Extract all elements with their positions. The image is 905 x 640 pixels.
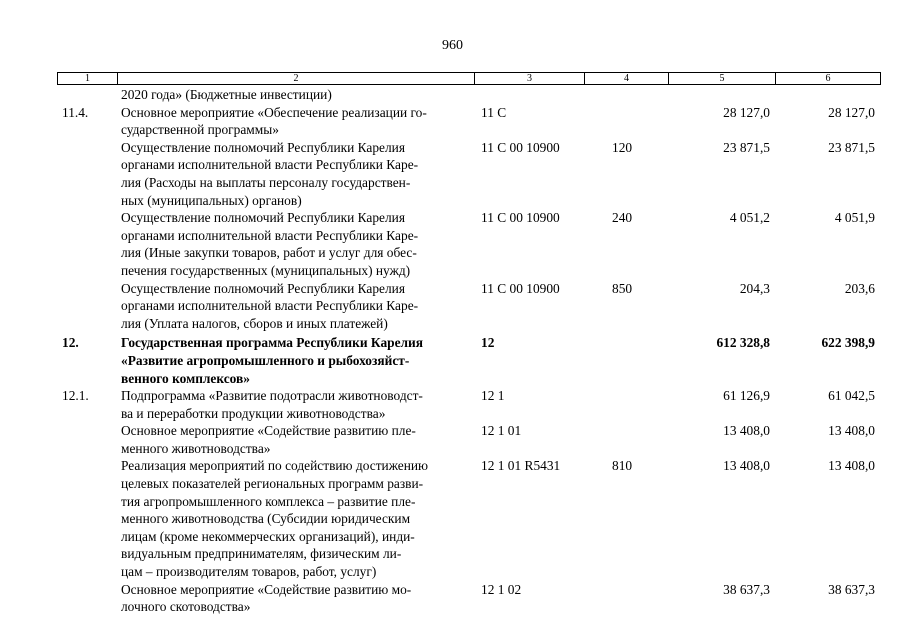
row-name xyxy=(121,581,473,616)
row-name-line: «Развитие агропромышленного и рыбохозяйст- xyxy=(121,352,410,368)
row-value-col6: 61 042,5 xyxy=(828,388,875,404)
row-value-col5: 204,3 xyxy=(739,280,770,296)
row-name-line: менного животноводства (Субсидии юридическим xyxy=(121,511,411,527)
row-name-line: Осуществление полномочий Республики Карелия xyxy=(121,210,405,226)
row-value-col6: 203,6 xyxy=(844,280,875,296)
row-name-line: лия (Иные закупки товаров, работ и услуг для обес- xyxy=(121,245,417,261)
row-code: 12 xyxy=(481,335,495,351)
row-code: 12 1 01 R5431 xyxy=(481,458,561,474)
row-name-line: лочного скотоводства» xyxy=(121,599,251,615)
row-name xyxy=(121,457,473,580)
row-name xyxy=(121,139,473,209)
row-name-line: лия (Расходы на выплаты персоналу государствен- xyxy=(121,174,411,190)
row-value-col5: 23 871,5 xyxy=(723,139,770,155)
row-name-line: ных (муниципальных) органов) xyxy=(121,192,302,208)
row-value-col6: 13 408,0 xyxy=(828,423,875,439)
table-row xyxy=(0,86,905,104)
table-row xyxy=(0,209,905,279)
row-name-line: видуальным предпринимателям, физическим ли- xyxy=(121,546,402,562)
row-code: 11 С 00 10900 xyxy=(481,210,560,226)
header-col-6: 6 xyxy=(825,73,831,84)
row-expense-type: 850 xyxy=(612,280,633,296)
row-name-line: Основное мероприятие «Обеспечение реализации го- xyxy=(121,104,427,120)
row-number: 11.4. xyxy=(62,104,89,120)
row-value-col5: 13 408,0 xyxy=(723,423,770,439)
row-name xyxy=(121,387,473,422)
header-col-2: 2 xyxy=(118,73,475,84)
table-row xyxy=(0,457,905,580)
header-col-1: 1 xyxy=(58,73,118,84)
row-value-col5: 612 328,8 xyxy=(716,335,770,351)
row-value-col6: 622 398,9 xyxy=(821,335,875,351)
row-name-line: тия агропромышленного комплекса – развитие пле- xyxy=(121,493,416,509)
table-row xyxy=(0,581,905,616)
row-number: 12.1. xyxy=(62,388,89,404)
row-name-line: Осуществление полномочий Республики Карелия xyxy=(121,280,405,296)
table-row xyxy=(0,139,905,209)
row-name-line: Основное мероприятие «Содействие развитию мо- xyxy=(121,581,412,597)
row-name-line: ва и переработки продукции животноводства» xyxy=(121,405,386,421)
table-body xyxy=(0,86,905,616)
row-value-col6: 4 051,9 xyxy=(834,210,875,226)
row-name xyxy=(121,86,473,104)
row-name-line: менного животноводства» xyxy=(121,440,271,456)
row-code: 12 1 xyxy=(481,388,505,404)
header-col-4: 4 xyxy=(585,73,669,84)
row-code: 11 С 00 10900 xyxy=(481,280,560,296)
row-value-col6: 23 871,5 xyxy=(828,139,875,155)
row-name xyxy=(121,209,473,279)
row-code: 11 С xyxy=(481,104,507,120)
row-expense-type: 240 xyxy=(612,210,633,226)
row-expense-type: 810 xyxy=(612,458,633,474)
row-name-line: органами исполнительной власти Республики Каре- xyxy=(121,227,419,243)
row-name-line: Государственная программа Республики Карелия xyxy=(121,335,424,351)
table-row-program xyxy=(0,334,905,387)
row-value-col5: 38 637,3 xyxy=(723,581,770,597)
row-code: 12 1 02 xyxy=(481,581,522,597)
row-value-col6: 38 637,3 xyxy=(828,581,875,597)
row-number: 12. xyxy=(62,335,79,351)
header-col-5: 5 xyxy=(669,73,776,84)
row-expense-type: 120 xyxy=(612,139,633,155)
row-name-line: сударственной программы» xyxy=(121,122,279,138)
row-name xyxy=(121,104,473,139)
table-row xyxy=(0,104,905,139)
row-code: 11 С 00 10900 xyxy=(481,139,560,155)
page-number: 960 xyxy=(442,38,463,53)
row-name-line: Осуществление полномочий Республики Карелия xyxy=(121,139,405,155)
row-name-line: органами исполнительной власти Республики Каре- xyxy=(121,298,419,314)
row-name xyxy=(121,422,473,457)
row-name-line: цам – производителям товаров, работ, услуг) xyxy=(121,564,377,580)
table-row xyxy=(0,387,905,422)
row-name-line: лицам (кроме некоммерческих организаций), инди- xyxy=(121,528,415,544)
table-row xyxy=(0,422,905,457)
row-name-line: 2020 года» (Бюджетные инвестиции) xyxy=(121,87,332,102)
row-value-col5: 13 408,0 xyxy=(723,458,770,474)
header-col-3: 3 xyxy=(475,73,585,84)
row-name-line: печения государственных (муниципальных) нужд) xyxy=(121,262,411,278)
row-name-line: органами исполнительной власти Республики Каре- xyxy=(121,157,419,173)
row-name-line: лия (Уплата налогов, сборов и иных платежей) xyxy=(121,315,388,331)
row-value-col5: 61 126,9 xyxy=(723,388,770,404)
row-name-line: Подпрограмма «Развитие подотрасли животноводст- xyxy=(121,388,423,404)
row-name xyxy=(121,334,473,387)
row-name-line: Основное мероприятие «Содействие развитию пле- xyxy=(121,423,416,439)
row-code: 12 1 01 xyxy=(481,423,522,439)
row-value-col5: 4 051,2 xyxy=(729,210,770,226)
table-header xyxy=(57,72,881,85)
row-name-line: Реализация мероприятий по содействию достижению xyxy=(121,458,429,474)
row-value-col6: 28 127,0 xyxy=(828,104,875,120)
table-row xyxy=(0,280,905,333)
row-value-col6: 13 408,0 xyxy=(828,458,875,474)
row-name-line: целевых показателей региональных программ разви- xyxy=(121,476,424,492)
row-name xyxy=(121,280,473,333)
row-value-col5: 28 127,0 xyxy=(723,104,770,120)
row-name-line: венного комплексов» xyxy=(121,370,250,386)
